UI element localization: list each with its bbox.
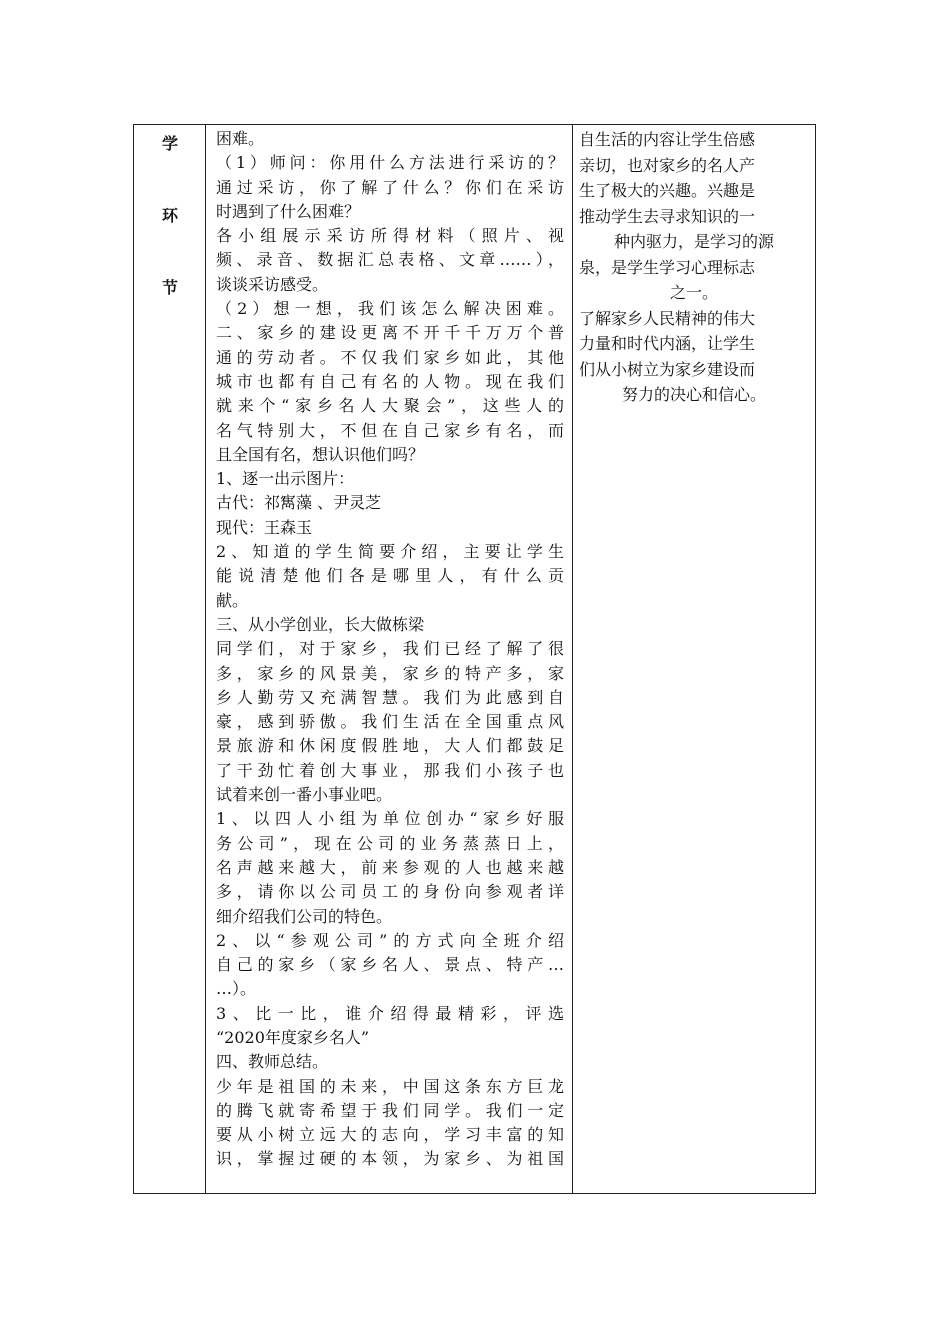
stage-char: 节 (161, 278, 178, 297)
content-line: 自己的家乡（家乡名人、景点、特产… (216, 955, 564, 975)
content-line: 时遇到了什么困难？ (216, 201, 361, 221)
content-line: 务公司”，现在公司的业务蒸蒸日上， (216, 833, 564, 853)
content-line: 频、录音、数据汇总表格、文章……）， (216, 250, 564, 270)
purpose-line: 们从小树立为家乡建设而 (579, 359, 756, 379)
content-line: 就来个“家乡名人大聚会”，这些人的 (216, 396, 564, 416)
content-text (216, 127, 564, 1172)
purpose-line: 力量和时代内涵，让学生 (579, 334, 756, 353)
content-line: 古代：祁寯藻 、尹灵芝 (216, 493, 382, 513)
stage-column (134, 125, 206, 1193)
content-line: 2、以“参观公司”的方式向全班介绍 (216, 930, 564, 950)
purpose-line: 种内驱力，是学习的源 (613, 232, 774, 251)
content-line: 豪，感到骄傲。我们生活在全国重点风 (216, 712, 564, 732)
stage-char: 学 (161, 134, 178, 153)
content-line: 同学们，对于家乡，我们已经了解了很 (216, 639, 564, 659)
content-line: 名气特别大，不但在自己家乡有名，而 (216, 420, 564, 440)
content-line: 且全国有名，想认识他们吗？ (216, 444, 425, 464)
purpose-line: 之一。 (669, 283, 718, 302)
content-line: 四、教师总结。 (216, 1052, 329, 1072)
content-line: 多，请你以公司员工的身份向参观者详 (216, 882, 564, 902)
content-line: 了干劲忙着创大事业，那我们小孩子也 (216, 760, 564, 780)
content-line: 3、比一比，谁介绍得最精彩，评选 (216, 1003, 564, 1023)
content-line: 要从小树立远大的志向，学习丰富的知 (216, 1125, 564, 1145)
content-line: 三、从小学创业，长大做栋梁 (216, 614, 425, 634)
purpose-line: 自生活的内容让学生倍感 (579, 130, 756, 149)
stage-char: 环 (161, 206, 178, 225)
content-line: 各小组展示采访所得材料（照片、视 (216, 226, 564, 246)
content-line: 的腾飞就寄希望于我们同学。我们一定 (216, 1100, 564, 1120)
content-line: 能说清楚他们各是哪里人，有什么贡 (216, 566, 564, 586)
content-line: 困难。 (216, 129, 265, 148)
content-line: 现代：王森玉 (216, 517, 313, 537)
content-line: 试着来创一番小事业吧。 (216, 785, 393, 805)
content-line: 二、家乡的建设更离不开千千万万个普 (216, 323, 564, 343)
purpose-line: 推动学生去寻求知识的一 (579, 206, 756, 226)
lesson-plan-table (133, 124, 816, 1194)
content-line: （2）想一想，我们该怎么解决困难。 (216, 299, 564, 319)
content-line: 少年是祖国的未来，中国这条东方巨龙 (216, 1076, 564, 1096)
purpose-column (573, 125, 815, 1193)
purpose-line: 努力的决心和信心。 (621, 385, 766, 404)
purpose-line: 泉，是学生学习心理标志 (579, 257, 756, 277)
content-line: （1）师问：你用什么方法进行采访的？ (216, 153, 564, 173)
content-line: 识，掌握过硬的本领，为家乡、为祖国 (216, 1149, 564, 1169)
content-line: 2、知道的学生简要介绍，主要让学生 (216, 542, 564, 562)
purpose-line: 亲切，也对家乡的名人产 (579, 155, 756, 175)
purpose-text (579, 127, 809, 408)
content-line: “2020年度家乡名人” (216, 1027, 370, 1047)
content-line: 谈谈采访感受。 (216, 274, 329, 294)
content-line: 通过采访，你了解了什么？你们在采访 (216, 177, 564, 197)
content-line: 名声越来越大，前来参观的人也越来越 (216, 857, 564, 877)
content-line: 通的劳动者。不仅我们家乡如此，其他 (216, 347, 564, 367)
content-line: 景旅游和休闲度假胜地，大人们都鼓足 (216, 736, 564, 756)
purpose-line: 了解家乡人民精神的伟大 (579, 308, 756, 328)
content-line: 城市也都有自己有名的人物。现在我们 (216, 371, 564, 391)
content-line: 1、以四人小组为单位创办“家乡好服 (216, 809, 564, 829)
content-line: 多，家乡的风景美，家乡的特产多，家 (216, 663, 564, 683)
content-column (206, 125, 573, 1193)
content-line: 1、逐一出示图片： (216, 469, 355, 489)
content-line: …）。 (216, 979, 257, 999)
purpose-line: 生了极大的兴趣。兴趣是 (579, 181, 756, 200)
content-line: 献。 (216, 590, 249, 610)
content-line: 乡人勤劳又充满智慧。我们为此感到自 (216, 687, 564, 707)
content-line: 细介绍我们公司的特色。 (216, 906, 393, 926)
